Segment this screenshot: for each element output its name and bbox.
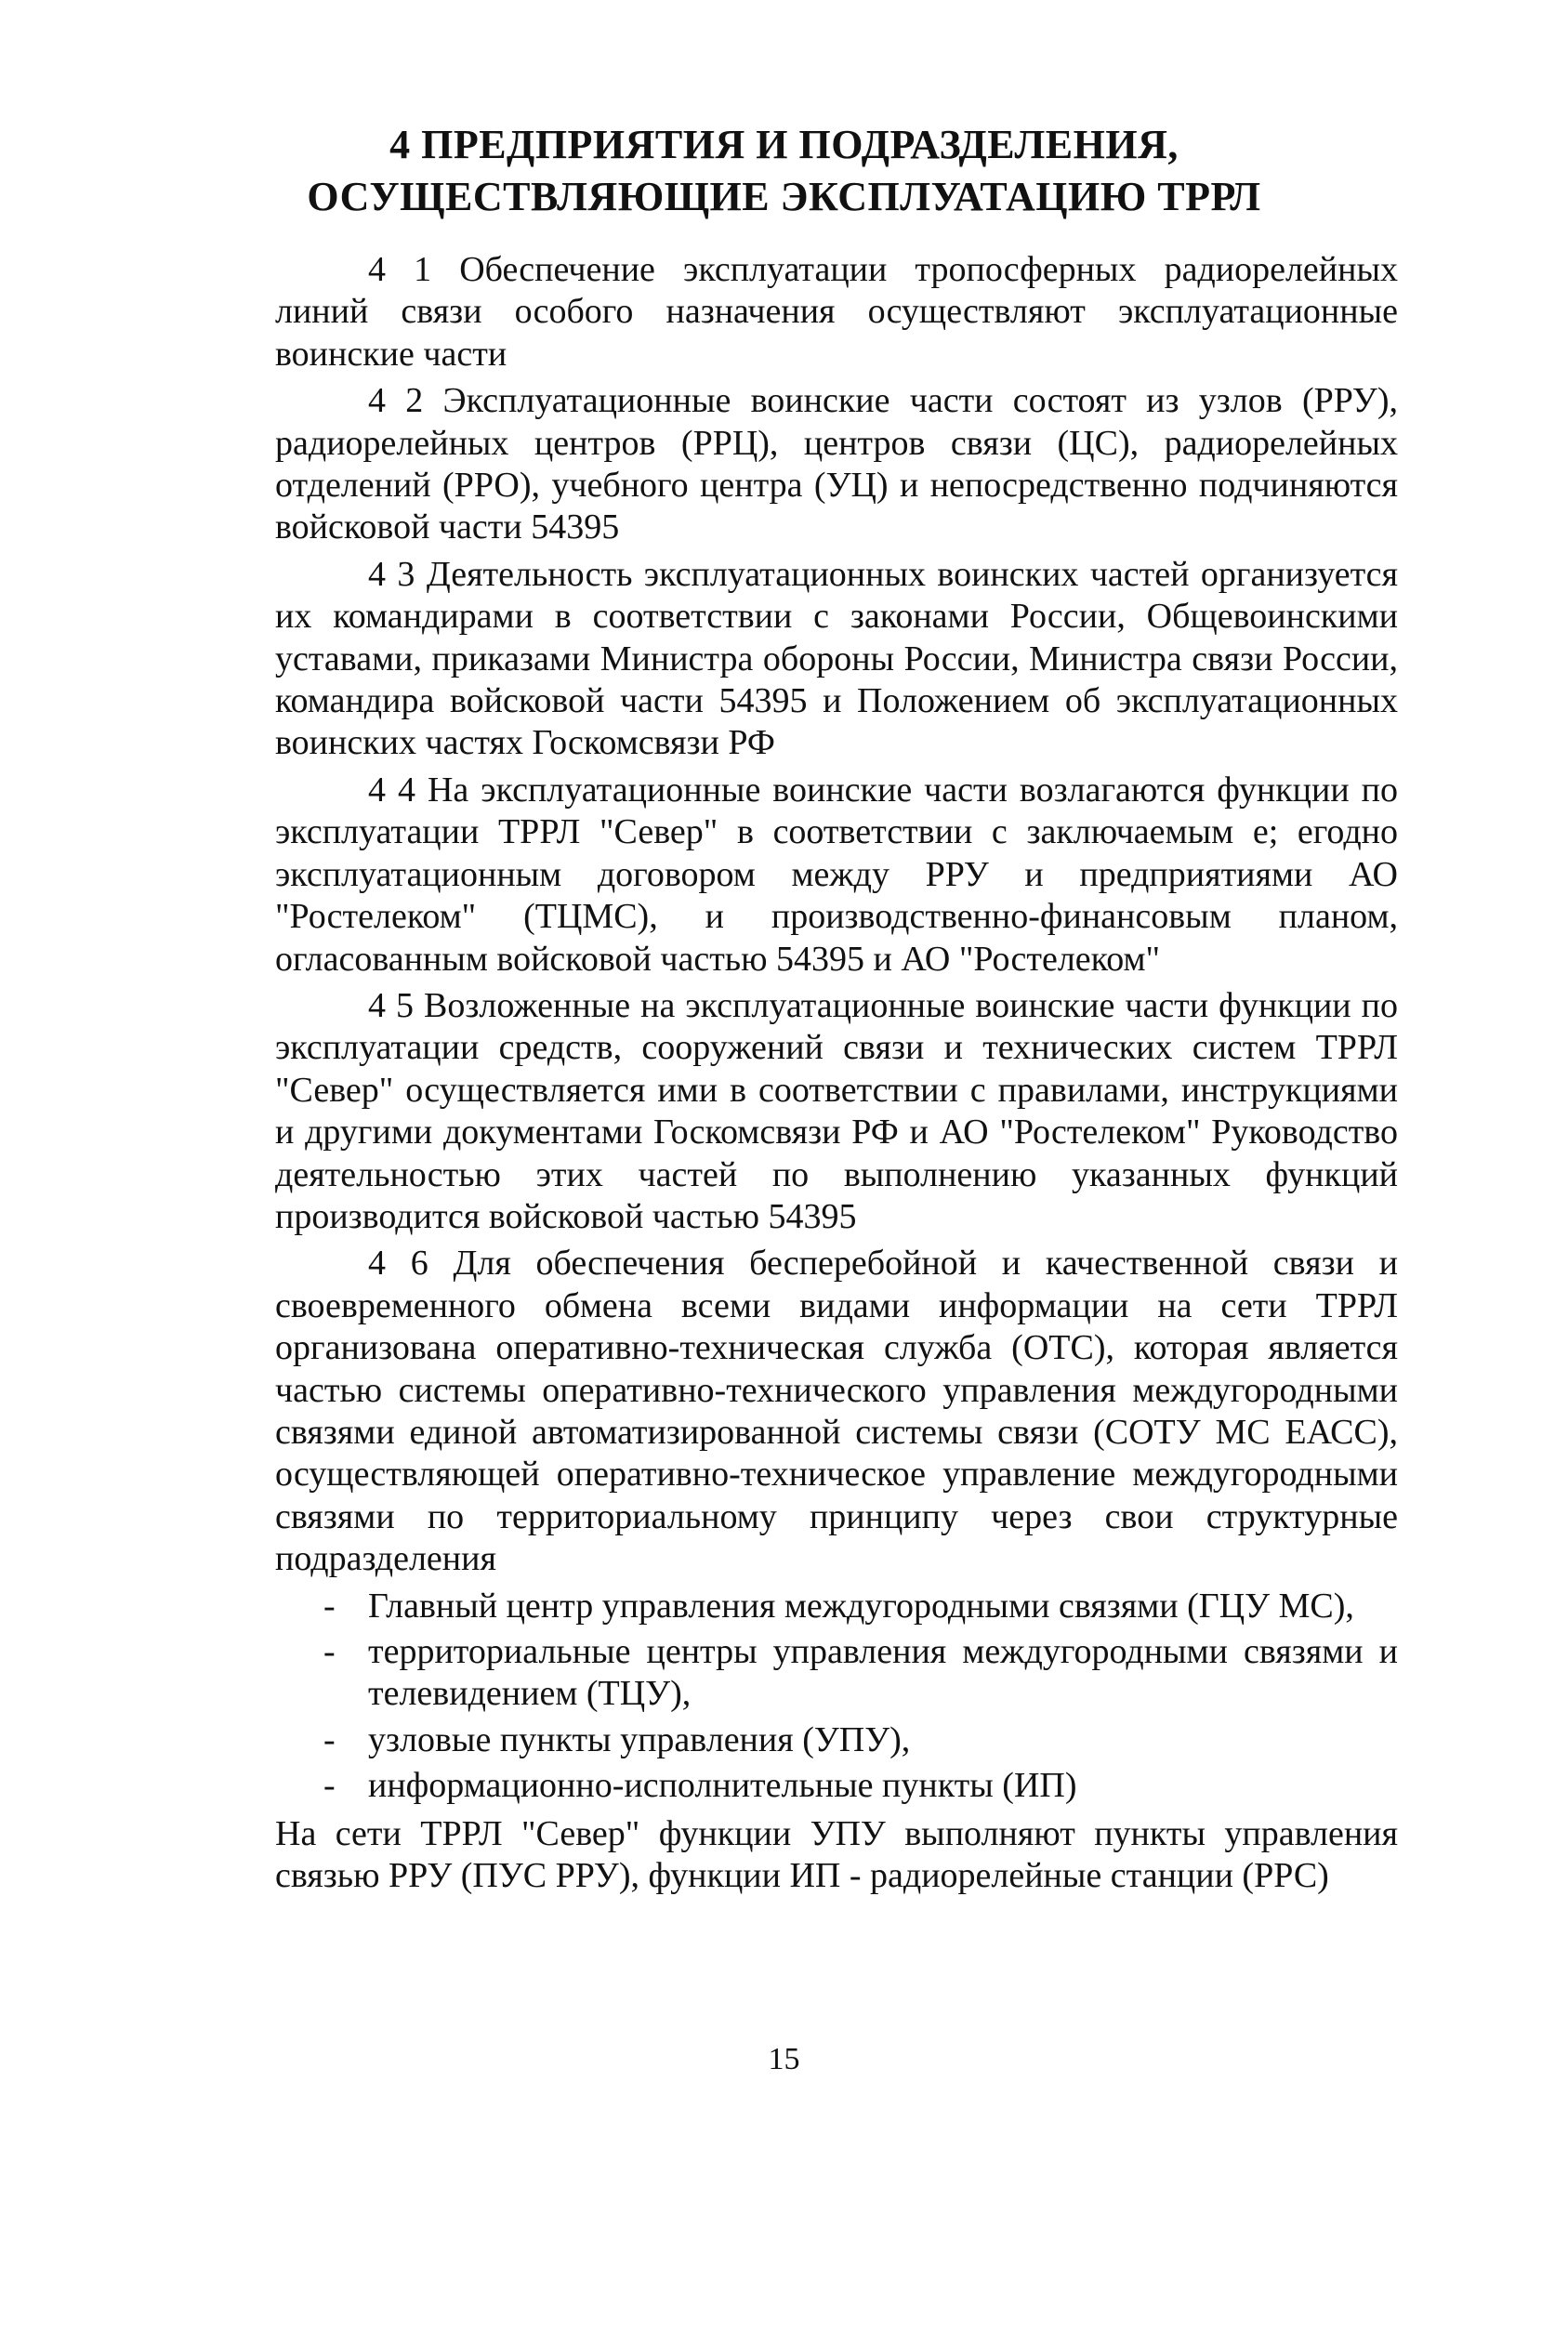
list-item-text: информационно-исполнительные пункты (ИП) xyxy=(368,1766,1077,1806)
list-item xyxy=(275,1586,1398,1627)
page-number: 15 xyxy=(768,2042,800,2076)
paragraph-4-4: 4 4 На эксплуатационные воинские части возлагаются функции по эксплуатации ТРРЛ "Север" в соответствии с заключаемым е; егодно эксплуатационным договором между РРУ и предприятиями АО "Ростелеком" (ТЦМС), и производственно-финансовым планом, огласованным войсковой частью 54395 и АО "Ростелеком" xyxy=(275,770,1398,979)
list-item-text: Главный центр управления междугородными связями (ГЦУ МС), xyxy=(368,1586,1354,1626)
section-title xyxy=(0,119,1568,223)
paragraph-4-3: 4 3 Деятельность эксплуатационных воинских частей организуется их командирами в соответствии с законами России, Общевоинскими уставами, приказами Министра обороны России, Министра связи России, командира войсковой части 54395 и Положением об эксплуатационных воинских частях Госкомсвязи РФ xyxy=(275,554,1398,763)
document-body xyxy=(275,249,1398,1897)
paragraph-4-1: 4 1 Обеспечение эксплуатации тропосферных радиорелейных линий связи особого назначения осуществляют эксплуатационные воинские части xyxy=(275,250,1398,374)
list-item-text: узловые пункты управления (УПУ), xyxy=(368,1719,911,1759)
list-item xyxy=(275,1719,1398,1761)
paragraph-4-6: 4 6 Для обеспечения бесперебойной и качественной связи и своевременного обмена всеми видами информации на сети ТРРЛ организована оперативно-техническая служба (ОТС), которая является частью системы оперативно-технического управления междугородными связями единой автоматизированной системы связи (СОТУ МС ЕАСС), осуществляющей оперативно-техническое управление междугородными связями по территориальному принципу через свои структурные подразделения xyxy=(275,1244,1398,1579)
list-dash: - xyxy=(323,1766,336,1806)
final-paragraph: На сети ТРРЛ "Север" функции УПУ выполняют пункты управления связью РРУ (ПУС РРУ), функции ИП - радиорелейные станции (РРС) xyxy=(275,1813,1398,1896)
paragraph-4-5: 4 5 Возложенные на эксплуатационные воинские части функции по эксплуатации средств, сооружений связи и технических систем ТРРЛ "Север" осуществляется ими в соответствии с правилами, инструкциями и другими документами Госкомсвязи РФ и АО "Ростелеком" Руководство деятельностью этих частей по выполнению указанных функций производится войсковой частью 54395 xyxy=(275,985,1398,1236)
list-item-text: территориальные центры управления междугородными связями и телевидением (ТЦУ), xyxy=(368,1632,1398,1714)
list-item xyxy=(275,1765,1398,1807)
paragraph-4-2: 4 2 Эксплуатационные воинские части состоят из узлов (РРУ), радиорелейных центров (РРЦ), центров связи (ЦС), радиорелейных отделений (РРО), учебного центра (УЦ) и непосредственно подчиняются войсковой части 54395 xyxy=(275,381,1398,547)
list-dash: - xyxy=(323,1632,336,1671)
list-dash: - xyxy=(323,1719,336,1759)
subdivisions-list xyxy=(275,1586,1398,1808)
list-item xyxy=(275,1631,1398,1716)
list-dash: - xyxy=(323,1586,336,1626)
section-title-line-2: ОСУЩЕСТВЛЯЮЩИЕ ЭКСПЛУАТАЦИЮ ТРРЛ xyxy=(307,174,1261,219)
section-title-line-1: 4 ПРЕДПРИЯТИЯ И ПОДРАЗДЕЛЕНИЯ, xyxy=(389,122,1179,167)
